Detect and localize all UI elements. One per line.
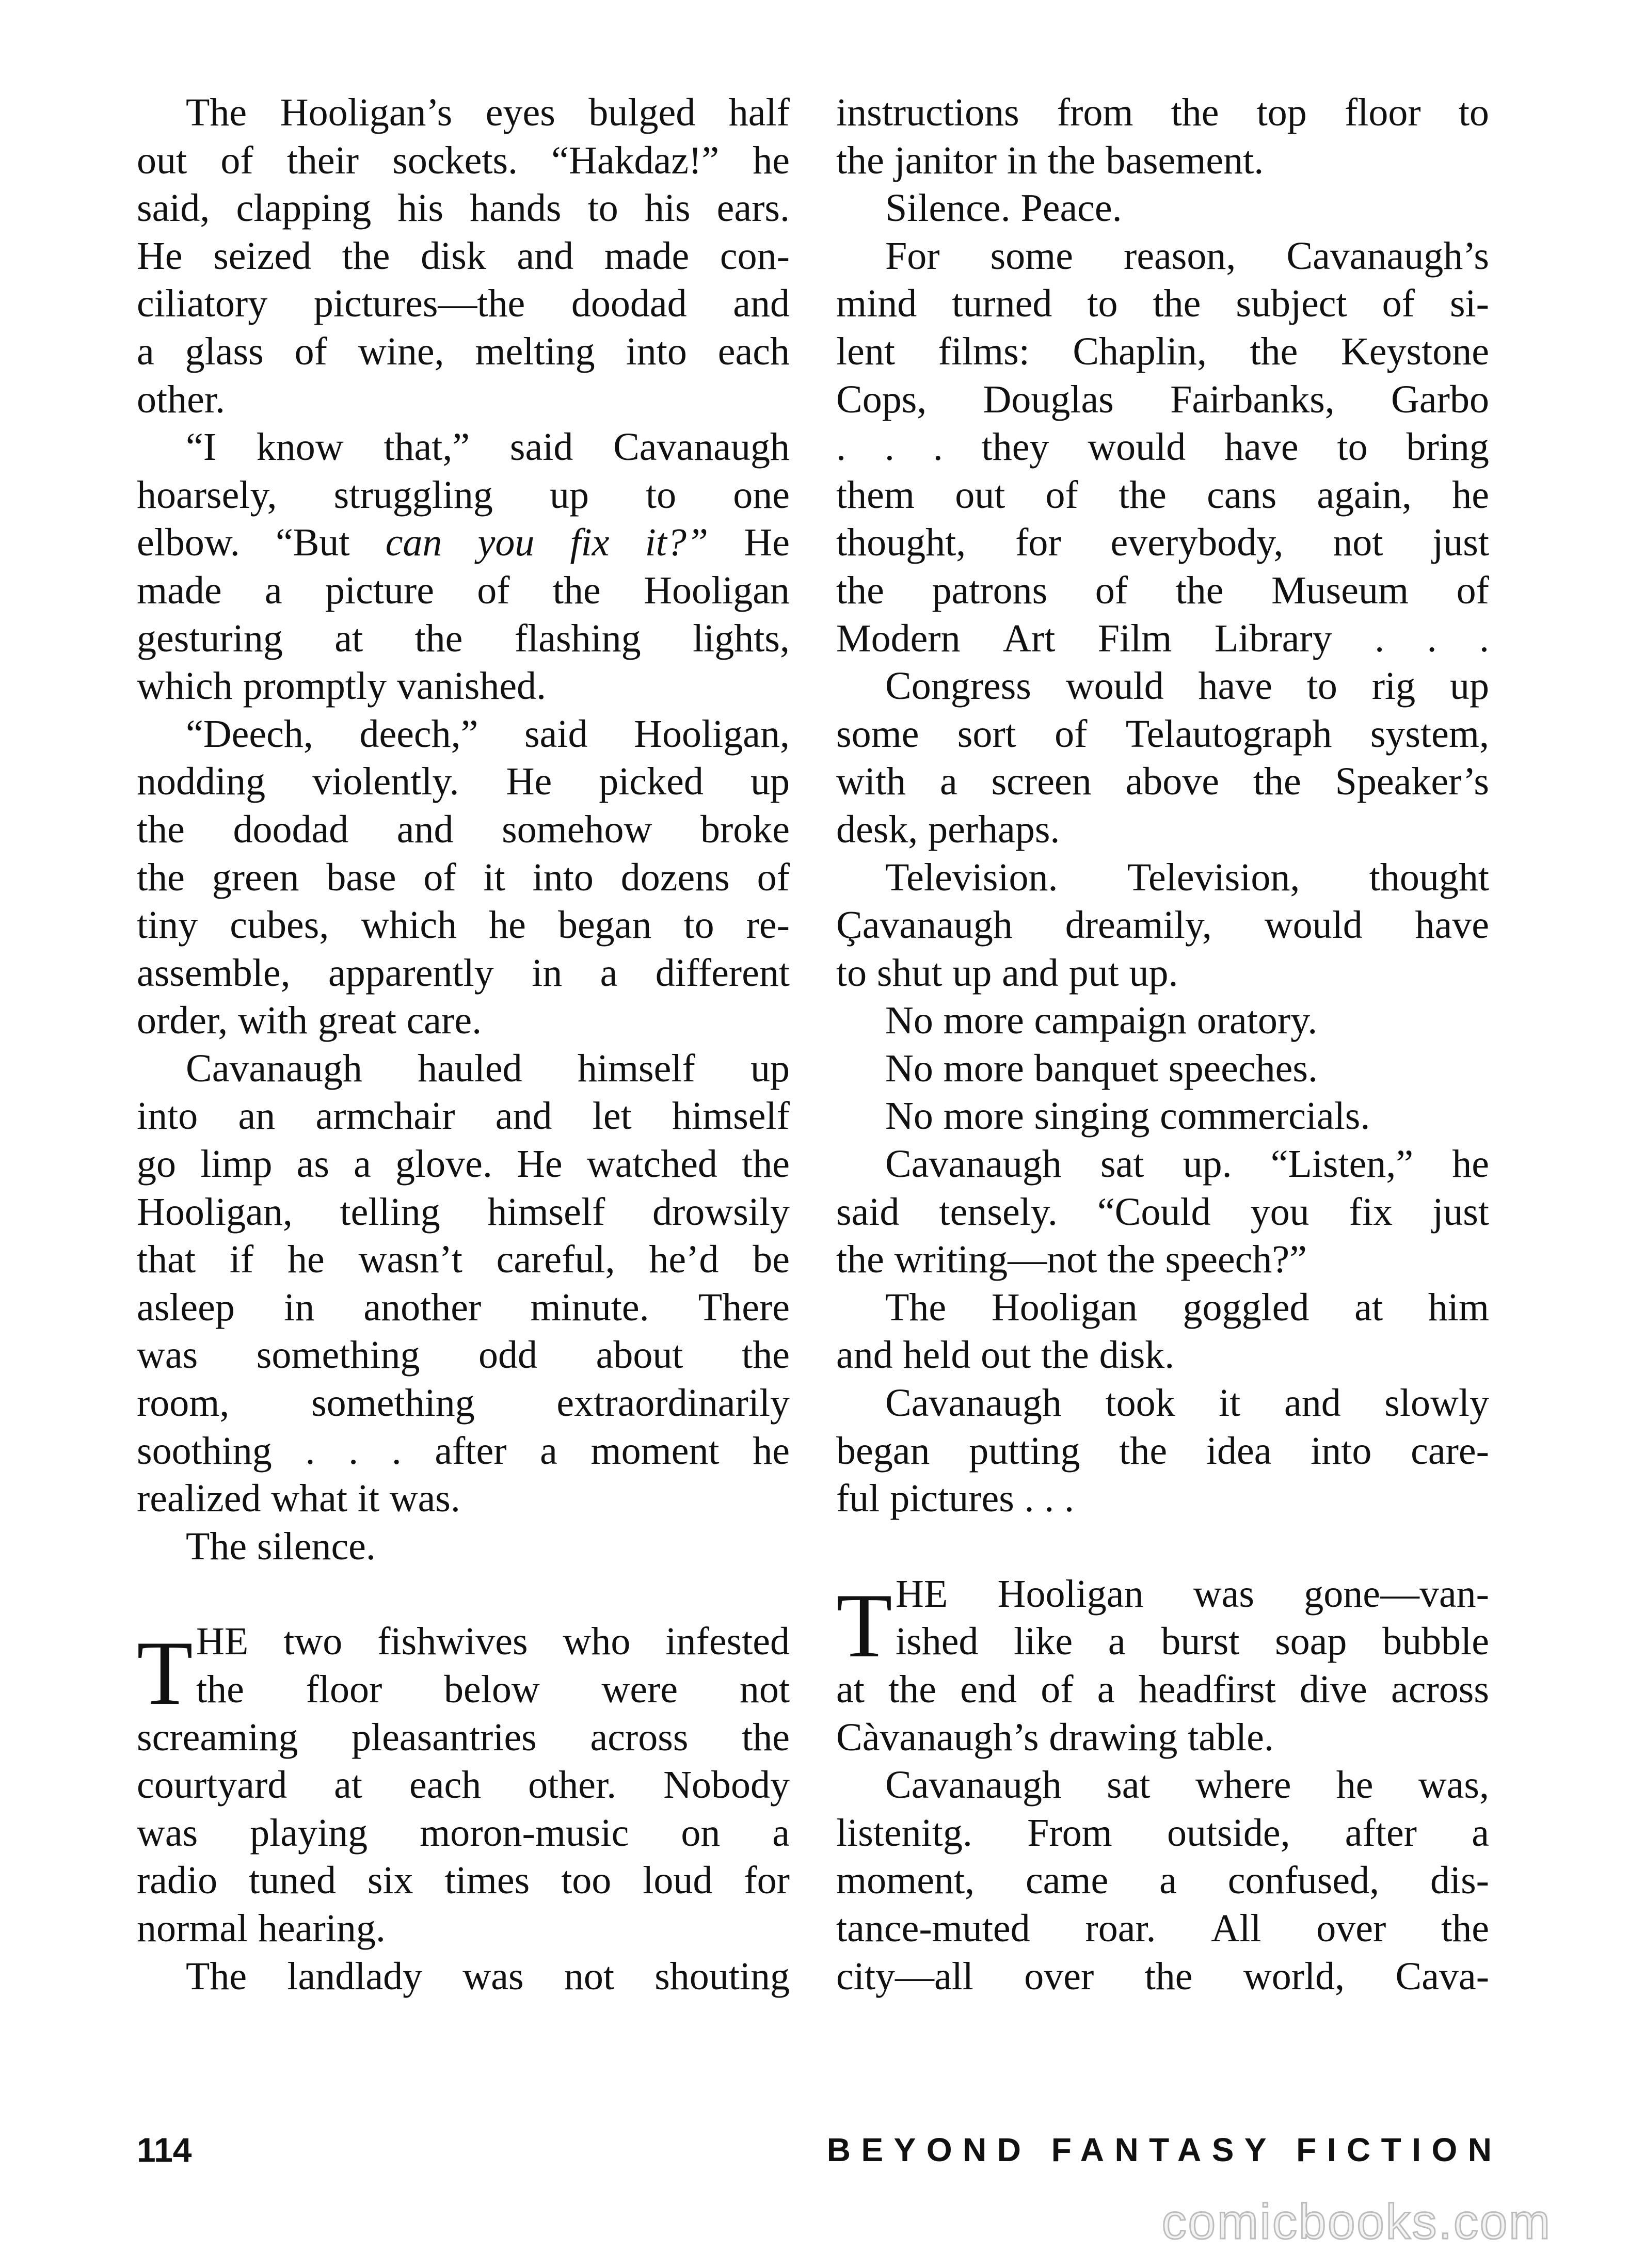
text-line: . . . they would have to bring: [836, 425, 1489, 469]
watermark-logo: comicbooks.com: [1161, 2194, 1552, 2249]
text-line: courtyard at each other. Nobody: [137, 1763, 790, 1807]
text-line: at the end of a headfirst dive across: [836, 1668, 1489, 1711]
text-line: normal hearing.: [137, 1906, 386, 1950]
text-line: The Hooligan’s eyes bulged half: [186, 91, 790, 134]
text-line: nodding violently. He picked up: [137, 760, 790, 804]
text-line: into an armchair and let himself: [137, 1094, 790, 1138]
text-line: tance-muted roar. All over the: [836, 1906, 1489, 1950]
text-line: out of their sockets. “Hakdaz!” he: [137, 138, 790, 182]
left-column: [137, 89, 790, 2000]
text-line: began putting the idea into care-: [836, 1429, 1489, 1473]
text-line: Cops, Douglas Fairbanks, Garbo: [836, 377, 1489, 421]
page-number: 114: [137, 2131, 192, 2169]
text-line: screaming pleasantries across the: [137, 1715, 790, 1759]
text-line: was playing moron-music on a: [137, 1811, 790, 1855]
text-line: the patrons of the Museum of: [836, 568, 1489, 612]
text-line: was something odd about the: [137, 1333, 790, 1377]
text-line: Congress would have to rig up: [885, 664, 1489, 708]
text-line: a glass of wine, melting into each: [137, 329, 790, 373]
drop-cap: T: [137, 1622, 193, 1724]
text-line: them out of the cans again, he: [836, 473, 1489, 517]
text-line: the floor below were not: [196, 1668, 790, 1711]
text-line: lent films: Chaplin, the Keystone: [836, 329, 1489, 373]
text-line: “Deech, deech,” said Hooligan,: [186, 712, 790, 756]
text-line: said tensely. “Could you fix just: [836, 1190, 1489, 1234]
text-line: T HE two fishwives who infested: [137, 1620, 790, 1724]
text-line: some sort of Telautograph system,: [836, 712, 1489, 756]
text-line: the green base of it into dozens of: [137, 855, 790, 899]
text-line: which promptly vanished.: [137, 664, 547, 708]
text-line: Cavanaugh took it and slowly: [885, 1381, 1489, 1425]
text-line: realized what it was.: [137, 1477, 460, 1521]
text-line: Cavanaugh sat up. “Listen,” he: [885, 1142, 1489, 1186]
text-line: The landlady was not shouting: [186, 1954, 790, 1998]
text-line: and held out the disk.: [836, 1333, 1175, 1377]
text-line: other.: [137, 377, 225, 421]
text-line: assemble, apparently in a different: [137, 951, 790, 995]
text-line: Çavanaugh dreamily, would have: [836, 903, 1489, 947]
text-line: with a screen above the Speaker’s: [836, 760, 1489, 804]
text-line: asleep in another minute. There: [137, 1285, 790, 1329]
text-line: “I know that,” said Cavanaugh: [186, 425, 790, 469]
page-footer: [137, 2127, 1503, 2173]
text-line: moment, came a confused, dis-: [836, 1859, 1489, 1903]
text-line: Cavanaugh hauled himself up: [186, 1046, 790, 1090]
text-line: ished like a burst soap bubble: [896, 1620, 1489, 1664]
text-line: soothing . . . after a moment he: [137, 1429, 790, 1473]
text-line: that if he wasn’t careful, he’d be: [137, 1238, 790, 1282]
text-line: tiny cubes, which he began to re-: [137, 903, 790, 947]
text-line: ciliatory pictures—the doodad and: [137, 282, 790, 326]
text-line: hoarsely, struggling up to one: [137, 473, 790, 517]
text-line: desk, perhaps.: [836, 807, 1060, 851]
text-line: radio tuned six times too loud for: [137, 1859, 790, 1903]
right-column: [836, 89, 1489, 2000]
text-line: to shut up and put up.: [836, 951, 1178, 995]
text-line: instructions from the top floor to: [836, 91, 1489, 134]
text-line: thought, for everybody, not just: [836, 521, 1489, 565]
text-line: Modern Art Film Library . . .: [836, 616, 1489, 660]
text-line: the doodad and somehow broke: [137, 807, 790, 851]
text-line: He seized the disk and made con-: [137, 234, 790, 278]
text-line: made a picture of the Hooligan: [137, 568, 790, 612]
text-line: No more singing commercials.: [885, 1094, 1370, 1138]
text-line: The silence.: [186, 1524, 376, 1568]
text-line: The Hooligan goggled at him: [885, 1285, 1489, 1329]
text-line: Cavanaugh sat where he was,: [885, 1763, 1489, 1807]
magazine-title: BEYOND FANTASY FICTION: [826, 2131, 1503, 2168]
text-line: For some reason, Cavanaugh’s: [885, 234, 1489, 278]
text-line: ful pictures . . .: [836, 1477, 1075, 1521]
text-line: order, with great care.: [137, 999, 482, 1043]
text-line: the janitor in the basement.: [836, 138, 1264, 182]
text-line: No more campaign oratory.: [885, 999, 1318, 1043]
text-line: Hooligan, telling himself drowsily: [137, 1190, 790, 1234]
text-line: No more banquet speeches.: [885, 1046, 1318, 1090]
text-line: gesturing at the flashing lights,: [137, 616, 790, 660]
text-line: Television. Television, thought: [885, 855, 1489, 899]
text-line: T HE Hooligan was gone—van-: [836, 1572, 1489, 1676]
text-line: Càvanaugh’s drawing table.: [836, 1715, 1274, 1759]
drop-cap: T: [836, 1574, 892, 1676]
text-line: Silence. Peace.: [885, 186, 1122, 230]
text-line: mind turned to the subject of si-: [836, 282, 1489, 326]
text-line: listenitg. From outside, after a: [836, 1811, 1489, 1855]
text-line: elbow. “But can you fix it?” He: [137, 521, 790, 565]
text-line: said, clapping his hands to his ears.: [137, 186, 790, 230]
text-line: city—all over the world, Cava-: [836, 1954, 1489, 1998]
text-line: go limp as a glove. He watched the: [137, 1142, 790, 1186]
text-line: room, something extraordinarily: [137, 1381, 790, 1425]
text-line: the writing—not the speech?”: [836, 1238, 1307, 1282]
